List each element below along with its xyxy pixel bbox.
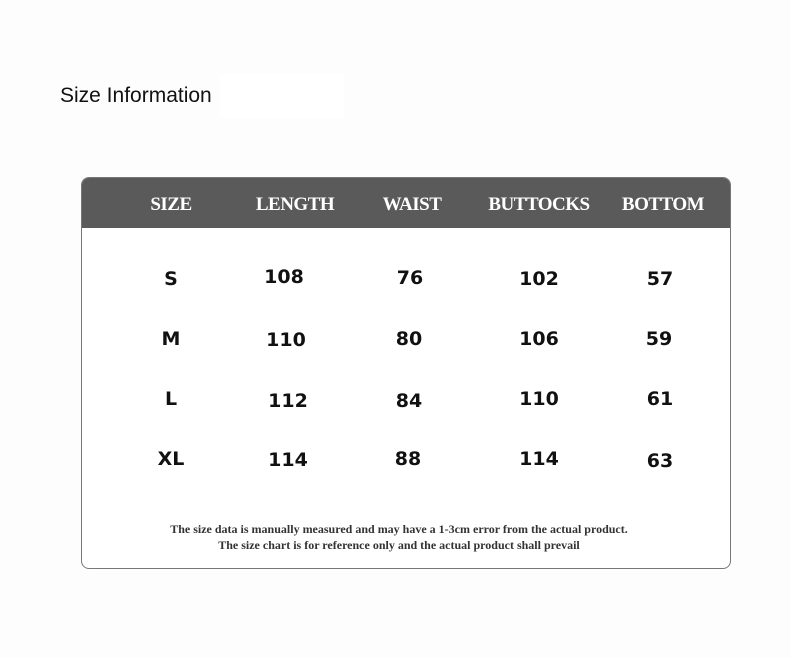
size-chart-card <box>81 177 731 569</box>
buttocks-cell: 102 <box>519 268 559 290</box>
column-header-bottom: BOTTOM <box>621 194 705 215</box>
length-cell: 108 <box>264 266 304 288</box>
buttocks-cell: 110 <box>519 388 559 410</box>
waist-cell: 80 <box>395 328 423 350</box>
table-header <box>82 178 730 228</box>
buttocks-cell: 106 <box>519 328 559 350</box>
size-cell: M <box>161 328 181 350</box>
bottom-cell: 59 <box>645 328 673 350</box>
waist-cell: 76 <box>396 267 424 289</box>
page-title: Size Information <box>60 84 212 107</box>
bottom-cell: 61 <box>646 388 674 410</box>
length-cell: 112 <box>268 390 308 412</box>
waist-cell: 88 <box>394 448 422 470</box>
bottom-cell: 63 <box>646 450 674 472</box>
size-cell: L <box>164 388 178 410</box>
column-header-buttocks: BUTTOCKS <box>488 194 590 215</box>
bottom-cell: 57 <box>646 268 674 290</box>
disclaimer-box <box>142 501 656 552</box>
size-cell: XL <box>157 448 185 470</box>
length-cell: 114 <box>268 449 308 471</box>
buttocks-cell: 114 <box>519 448 559 470</box>
column-header-waist: WAIST <box>382 194 442 215</box>
size-cell: S <box>164 268 178 290</box>
column-header-length: LENGTH <box>255 194 335 215</box>
disclaimer-line-1: The size data is manually measured and may have a 1-3cm error from the actual product. <box>170 522 628 536</box>
column-header-size: SIZE <box>150 194 192 215</box>
title-backdrop <box>220 74 344 118</box>
disclaimer-line-2: The size chart is for reference only and the actual product shall prevail <box>218 538 580 552</box>
length-cell: 110 <box>266 329 306 351</box>
waist-cell: 84 <box>395 390 423 412</box>
